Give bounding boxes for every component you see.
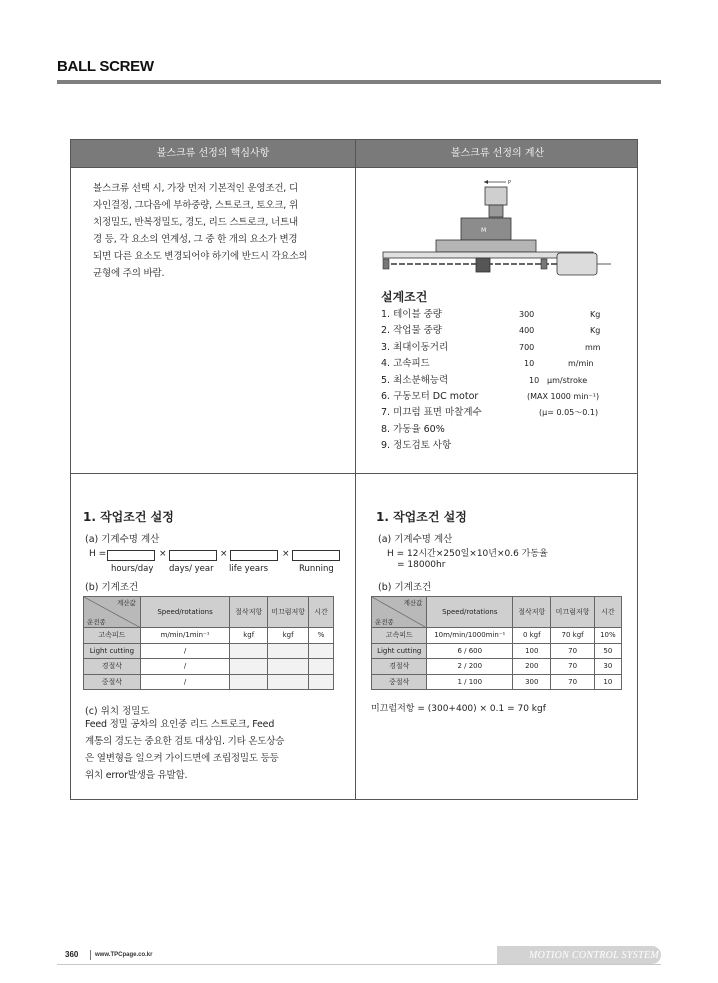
times-sign: × xyxy=(159,549,167,559)
core-text-line: 경 등, 각 요소의 연계성, 그 중 한 개의 요소가 변경 xyxy=(93,234,298,245)
core-text xyxy=(93,180,345,282)
column-divider xyxy=(355,140,356,799)
formula-label: life years xyxy=(229,564,269,574)
load-label: M xyxy=(481,227,487,234)
mode-cell: 중절삭 xyxy=(84,674,141,690)
time-cell xyxy=(309,643,334,659)
table-row xyxy=(84,659,334,675)
speed-cell: 6 / 600 xyxy=(427,643,513,659)
corner-bottom-label: 운전종 xyxy=(375,618,394,626)
machine-conditions-table-left xyxy=(83,596,334,690)
time-cell xyxy=(309,674,334,690)
condition-label: 4. 고속피드 xyxy=(381,358,430,370)
condition-item xyxy=(381,422,631,438)
design-conditions-list xyxy=(381,307,631,455)
speed-cell: / xyxy=(140,643,229,659)
footer-separator xyxy=(90,950,91,960)
machine-conditions-table-right xyxy=(371,596,622,690)
speed-cell: 1 / 100 xyxy=(427,674,513,690)
cutting-cell: 100 xyxy=(513,643,551,659)
condition-value: (μ= 0.05～0.1) xyxy=(539,408,599,418)
time-cell: % xyxy=(309,628,334,644)
condition-value: (MAX 1000 min⁻¹) xyxy=(527,391,600,401)
time-cell xyxy=(309,659,334,675)
cutting-cell xyxy=(230,659,268,675)
condition-item xyxy=(381,340,631,356)
page-number: 360 xyxy=(65,950,79,959)
condition-value: 10 xyxy=(529,375,540,385)
table-slide xyxy=(436,240,536,252)
mode-cell: 경절삭 xyxy=(372,659,427,675)
cutting-cell: kgf xyxy=(230,628,268,644)
condition-label: 3. 최대이동거리 xyxy=(381,341,449,353)
header-core-items: 볼스크류 선정의 핵심사항 xyxy=(156,148,270,159)
friction-cell xyxy=(268,674,309,690)
times-sign: × xyxy=(282,549,290,559)
corner-cell xyxy=(372,597,427,628)
precision-text xyxy=(85,716,345,784)
friction-cell: 70 xyxy=(551,659,594,675)
right-sub-b: (b) 기계조건 xyxy=(378,582,432,593)
selection-table xyxy=(70,139,638,800)
precision-text-line: 계통의 경도는 중요한 검토 대상임. 기타 온도상승 xyxy=(85,736,285,747)
footer-rule xyxy=(57,964,661,965)
right-sub-a: (a) 기계수명 계산 xyxy=(378,534,453,545)
mode-cell: Light cutting xyxy=(84,643,141,659)
friction-cell: 70 xyxy=(551,643,594,659)
arrow-head-icon xyxy=(484,180,488,184)
row-divider xyxy=(71,473,637,474)
condition-value: 400 xyxy=(519,326,535,336)
col-header: 미끄럼저항 xyxy=(268,597,309,628)
life-years-field[interactable] xyxy=(230,550,278,561)
time-cell: 10% xyxy=(594,628,621,644)
footer-site-link[interactable]: www.TPCpage.co.kr xyxy=(95,952,153,958)
header-calculation: 볼스크류 선정의 계산 xyxy=(450,148,545,159)
precision-text-line: 은 열변형을 일으켜 가이드면에 조립정밀도 등등 xyxy=(85,753,279,764)
precision-text-line: Feed 정밀 공차의 요인중 리드 스트로크, Feed xyxy=(85,719,275,730)
footer-brand: MOTION CONTROL SYSTEM xyxy=(528,950,659,961)
col-header: 절삭저항 xyxy=(513,597,551,628)
friction-cell xyxy=(268,659,309,675)
arrow-label: P xyxy=(508,180,512,186)
formula-prefix: H = xyxy=(89,549,107,559)
life-formula-line2: = 18000hr xyxy=(397,560,446,570)
table-row xyxy=(84,674,334,690)
design-conditions-title: 설계조건 xyxy=(381,290,428,304)
condition-unit: μm/stroke xyxy=(547,375,588,385)
footer-brand-bar xyxy=(497,946,661,964)
condition-unit: mm xyxy=(585,342,601,352)
formula-label: days/ year xyxy=(169,564,214,574)
friction-cell: 70 xyxy=(551,674,594,690)
mode-cell: 고속피드 xyxy=(372,628,427,644)
core-text-line: 볼스크류 선택 시, 가장 먼저 기본적인 운영조건, 디 xyxy=(93,183,298,194)
condition-item xyxy=(381,438,631,454)
condition-label: 9. 정도검토 사항 xyxy=(381,440,452,452)
condition-unit: Kg xyxy=(590,326,601,336)
life-formula-line1: H = 12시간×250일×10년×0.6 가동율 xyxy=(387,549,548,559)
time-cell: 50 xyxy=(594,643,621,659)
spindle xyxy=(489,205,503,217)
condition-value: 10 xyxy=(524,359,535,369)
mode-cell: 고속피드 xyxy=(84,628,141,644)
ball-screw-diagram xyxy=(381,174,613,284)
friction-note: 미끄럼저항 = (300+400) × 0.1 = 70 kgf xyxy=(371,704,546,714)
condition-label: 8. 가동율 60% xyxy=(381,423,445,435)
core-text-line: 자인결정, 그다음에 부하중량, 스트로크, 토오크, 위 xyxy=(93,200,298,211)
speed-cell: 10m/min/1000min⁻¹ xyxy=(427,628,513,644)
speed-cell: / xyxy=(140,674,229,690)
page-footer xyxy=(57,945,661,965)
precision-text-line: 위치 error발생을 유발함. xyxy=(85,770,188,781)
cutting-cell xyxy=(230,643,268,659)
hours-day-field[interactable] xyxy=(107,550,155,561)
condition-item xyxy=(381,405,631,421)
formula-label: Running xyxy=(299,564,334,574)
condition-value: 700 xyxy=(519,342,535,352)
coupling xyxy=(541,259,547,269)
cutting-cell: 200 xyxy=(513,659,551,675)
table-row xyxy=(84,628,334,644)
table-row xyxy=(372,643,622,659)
end-bearing xyxy=(383,259,389,269)
speed-cell: 2 / 200 xyxy=(427,659,513,675)
cutting-cell: 0 kgf xyxy=(513,628,551,644)
table-row xyxy=(372,674,622,690)
condition-label: 6. 구동모터 DC motor xyxy=(381,390,479,402)
friction-cell xyxy=(268,643,309,659)
time-cell: 10 xyxy=(594,674,621,690)
condition-label: 1. 테이블 중량 xyxy=(381,309,442,320)
motor-head xyxy=(485,187,507,205)
core-text-line: 치정밀도, 반복정밀도, 경도, 리드 스트로크, 너트내 xyxy=(93,217,298,228)
dc-motor xyxy=(557,253,597,275)
condition-unit: Kg xyxy=(590,310,601,319)
corner-cell xyxy=(84,597,141,628)
right-section-title: 1. 작업조건 설정 xyxy=(376,510,467,524)
col-header: 절삭저항 xyxy=(230,597,268,628)
condition-item xyxy=(381,323,631,339)
cutting-cell: 300 xyxy=(513,674,551,690)
corner-top-label: 계산값 xyxy=(117,599,136,607)
friction-cell: kgf xyxy=(268,628,309,644)
time-cell: 30 xyxy=(594,659,621,675)
col-header: 시간 xyxy=(309,597,334,628)
cutting-cell xyxy=(230,674,268,690)
left-sub-c: (c) 위치 정밀도 xyxy=(85,706,150,717)
life-formula xyxy=(89,549,339,563)
days-year-field[interactable] xyxy=(169,550,217,561)
col-header: 시간 xyxy=(594,597,621,628)
condition-value: 300 xyxy=(519,310,535,319)
left-section-title: 1. 작업조건 설정 xyxy=(83,510,174,524)
core-text-line: 균형에 주의 바람. xyxy=(93,268,165,279)
page-title: BALL SCREW xyxy=(57,58,154,75)
friction-cell: 70 kgf xyxy=(551,628,594,644)
condition-unit: m/min xyxy=(568,359,594,369)
speed-cell: / xyxy=(140,659,229,675)
left-sub-b: (b) 기계조건 xyxy=(85,582,139,593)
condition-item xyxy=(381,356,631,372)
condition-label: 5. 최소분해능력 xyxy=(381,374,449,386)
speed-cell: m/min/1min⁻¹ xyxy=(140,628,229,644)
running-field[interactable] xyxy=(292,550,340,561)
table-row xyxy=(84,643,334,659)
table-row xyxy=(372,659,622,675)
formula-label: hours/day xyxy=(111,564,154,574)
left-sub-a: (a) 기계수명 계산 xyxy=(85,534,160,545)
col-header: Speed/rotations xyxy=(140,597,229,628)
condition-item xyxy=(381,373,631,389)
mode-cell: 중절삭 xyxy=(372,674,427,690)
times-sign: × xyxy=(220,549,228,559)
condition-label: 2. 작업물 중량 xyxy=(381,325,442,337)
table-row xyxy=(372,628,622,644)
corner-top-label: 계산값 xyxy=(403,599,423,607)
corner-bottom-label: 운전종 xyxy=(87,618,106,626)
page-header xyxy=(57,58,661,84)
core-text-line: 되면 다른 요소도 변경되어야 하기에 반드시 각요소의 xyxy=(93,251,308,262)
mode-cell: 경절삭 xyxy=(84,659,141,675)
col-header: Speed/rotations xyxy=(427,597,513,628)
condition-item xyxy=(381,307,631,323)
condition-label: 7. 미끄럼 표면 마찰계수 xyxy=(381,407,482,419)
col-header: 미끄럼저항 xyxy=(551,597,594,628)
ball-nut xyxy=(476,258,490,272)
condition-item xyxy=(381,389,631,405)
mode-cell: Light cutting xyxy=(372,643,427,659)
